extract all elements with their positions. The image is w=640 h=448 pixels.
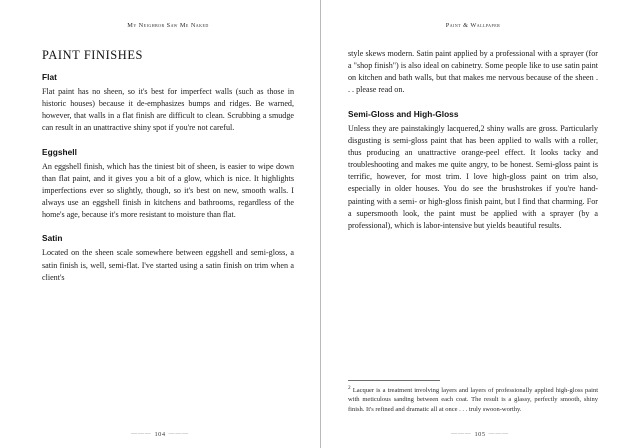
folio-right (320, 431, 640, 438)
footnote-rule (348, 380, 440, 381)
folio-dash-left: ——— (131, 431, 152, 437)
folio-dash-right-2: ——— (488, 431, 509, 437)
folio-left (0, 431, 320, 438)
folio-number-right: 105 (474, 431, 486, 438)
folio-dash-left-2: ——— (168, 431, 189, 437)
running-head-left: My Neighbor Saw Me Naked (127, 22, 209, 29)
paragraph-flat: Flat paint has no sheen, so it's best for imperfect walls (such as those in historic houses) because it de-emphasizes bumps and ridges. Be warned, however, that walls in a flat finish are difficult to clean. Scrubbing a smudge can result in an unattractive shiny spot if you're not careful. (42, 87, 294, 133)
footnote-body: Lacquer is a treatment involving layers and layers of professionally applied high-gloss paint with meticulous sanding between each coat. The result is a glassy, perfectly smooth, shiny finish. It's refined and dramatic all at once . . . truly swoon-worthy. (348, 387, 598, 413)
folio-dash-right: ——— (451, 431, 472, 437)
subheading-satin: Satin (42, 233, 63, 244)
paragraph-semi-gloss-high-gloss: Unless they are painstakingly lacquered,2 shiny walls are gross. Particularly disgusting is semi-gloss paint that has been applied to walls with a roller, thus producing an unattractive orange-peel effect. It looks tacky and troubleshooting and makes me quite angry, to be honest. Semi-gloss paint is terrific, however, for most trim. I love high-gloss paint on trim also, especially in older houses. You do see the brushstrokes if you're hand-painting with a semi- or high-gloss finish paint, but I find that charming. For a supersmooth look, the paint must be applied with a sprayer (by a professional), which is labor-intensive but yields beautiful results. (348, 123, 598, 230)
subheading-eggshell: Eggshell (42, 146, 77, 157)
subheading-semi-gloss-high-gloss: Semi-Gloss and High-Gloss (348, 108, 459, 119)
paragraph-eggshell: An eggshell finish, which has the tiniest bit of sheen, is easier to wipe down than flat paint, and it gives you a bit of a glow, which is nice. It highlights imperfections ever so slightly, though, so it's best on new, smooth walls. I always use an eggshell finish in kitchens and bathrooms, regardless of the home's age, because it's more resistant to moisture than flat. (42, 161, 294, 220)
running-head-right: Paint & Wallpaper (445, 22, 501, 29)
folio-number-left: 104 (154, 431, 166, 438)
page-title: PAINT FINISHES (42, 48, 144, 62)
subheading-flat: Flat (42, 72, 57, 82)
footnote-text (348, 386, 598, 414)
paragraph-satin-continued: style skews modern. Satin paint applied by a professional with a sprayer (for a "shop finish") is also ideal on cabinetry. Some people like to use satin paint on kitchen and bath walls, but that makes me nervous because of the sheen . . . please read on. (348, 49, 598, 95)
footnote-block (348, 380, 598, 414)
footnote-marker: 2 (348, 384, 351, 391)
paragraph-satin: Located on the sheen scale somewhere between eggshell and semi-gloss, a satin finish is, well, semi-flat. I've started using a satin finish on trim when a client's (42, 248, 294, 282)
right-page (320, 0, 640, 448)
